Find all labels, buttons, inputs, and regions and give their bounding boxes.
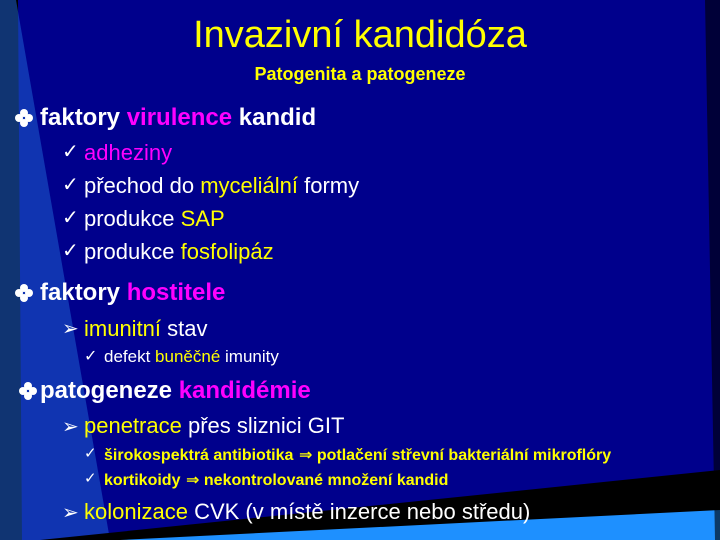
check-icon: ✓ <box>62 172 79 196</box>
check-icon: ✓ <box>62 205 79 229</box>
pathogenesis-subitem-mid: CVK <box>187 499 240 524</box>
section-pathogenesis-hl: kandidémie <box>178 377 311 404</box>
section-host-pre: faktory <box>40 279 127 306</box>
pathogenesis-subsubitem <box>104 470 448 490</box>
virulence-item <box>84 239 274 265</box>
item-pre: produkce <box>84 206 181 231</box>
implies-arrow-icon: ⇒ <box>180 470 200 489</box>
section-pathogenesis <box>40 377 311 405</box>
host-subitem-post: stav <box>161 316 208 341</box>
arrow-bullet-icon: ➢ <box>62 414 79 438</box>
check-icon: ✓ <box>62 139 79 163</box>
check-icon: ✓ <box>84 469 97 487</box>
diamond-bullet-icon <box>18 381 38 406</box>
item-hl: SAP <box>180 206 225 231</box>
section-host-hl: hostitele <box>126 279 226 306</box>
pathogenesis-subitem-hl: kolonizace <box>84 499 188 524</box>
section-virulence <box>40 104 316 132</box>
slide-title: Invazivní kandidóza <box>193 14 527 56</box>
host-subsubitem-hl: buněčné <box>155 347 221 366</box>
pathogenesis-subitem-post: (v místě inzerce nebo středu) <box>239 499 531 524</box>
virulence-item <box>84 173 359 199</box>
item-pre: přechod do <box>84 173 201 198</box>
diamond-bullet-icon <box>14 283 34 308</box>
implies-arrow-icon: ⇒ <box>293 445 313 464</box>
pathogenesis-subitem <box>84 413 344 439</box>
section-virulence-post: kandid <box>232 104 317 131</box>
pathogenesis-subitem-hl: penetrace <box>84 413 182 438</box>
item-pre: produkce <box>84 239 181 264</box>
host-subsubitem-pre: defekt <box>104 347 156 366</box>
subsub-b: antibiotika <box>213 447 294 464</box>
section-virulence-hl: virulence <box>126 104 233 131</box>
slide-subtitle: Patogenita a patogeneze <box>254 64 466 84</box>
pathogenesis-subsubitem <box>104 445 611 465</box>
check-icon: ✓ <box>84 444 97 462</box>
host-subitem <box>84 316 208 342</box>
item-post: formy <box>298 173 360 198</box>
subsub-a: kortikoidy <box>104 472 181 489</box>
check-icon: ✓ <box>62 238 79 262</box>
host-subitem-hl: imunitní <box>84 316 162 341</box>
subsub-c: nekontrolované množení kandid <box>199 472 449 489</box>
subsub-c: potlačení střevní bakteriální mikroflóry <box>312 447 612 464</box>
pathogenesis-subitem-post: přes sliznici GIT <box>181 413 345 438</box>
subsub-a: širokospektrá <box>104 447 214 464</box>
section-host <box>40 279 225 307</box>
check-icon: ✓ <box>84 346 98 365</box>
pathogenesis-subitem <box>84 499 530 525</box>
host-subsubitem-post: imunity <box>220 347 279 366</box>
item-hl: adheziny <box>84 140 173 165</box>
arrow-bullet-icon: ➢ <box>62 316 79 340</box>
diamond-bullet-icon <box>14 108 34 133</box>
section-virulence-pre: faktory <box>40 104 127 131</box>
arrow-bullet-icon: ➢ <box>62 500 79 524</box>
virulence-item <box>84 140 172 166</box>
host-subsubitem <box>104 347 279 367</box>
item-hl: myceliální <box>200 173 299 198</box>
item-hl: fosfolipáz <box>180 239 274 264</box>
virulence-item <box>84 206 225 232</box>
section-pathogenesis-pre: patogeneze <box>40 377 179 404</box>
